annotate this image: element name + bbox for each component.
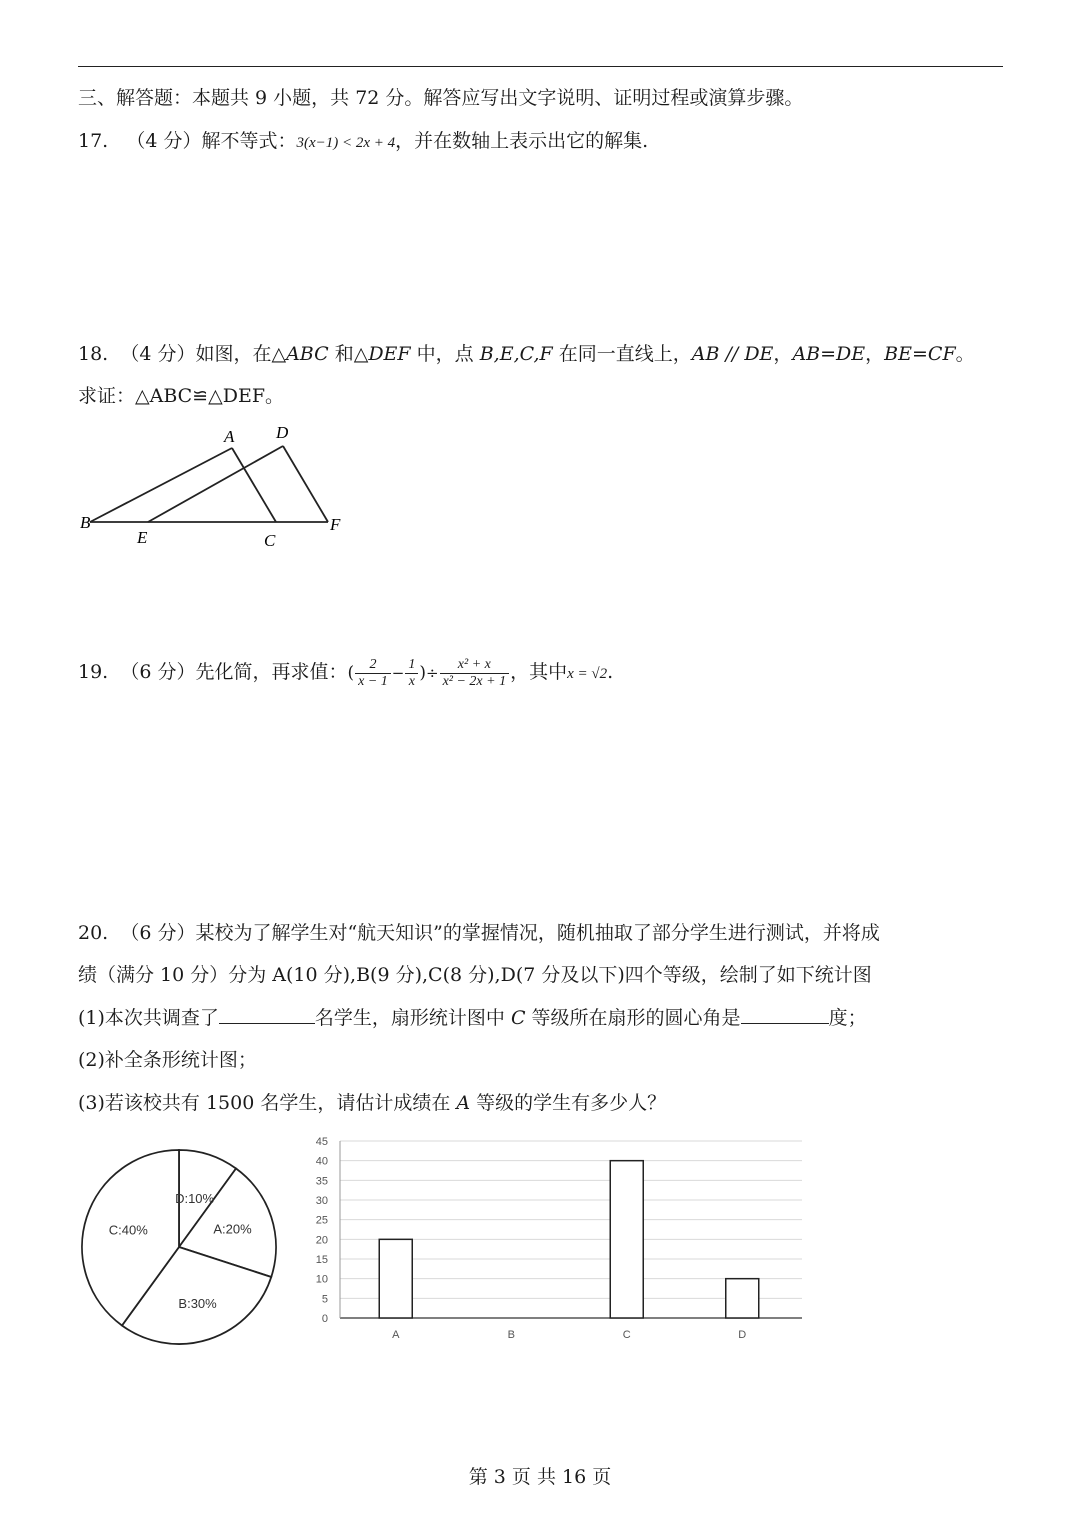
sub3-text-c: 等级的学生有多少人？ <box>470 1092 667 1114</box>
fraction-1-denominator: x − 1 <box>358 673 388 689</box>
answer-blank-students[interactable] <box>219 1005 315 1024</box>
bar-c <box>610 1161 643 1318</box>
sub3-text-b: A <box>456 1092 471 1114</box>
q17-number: 17. <box>78 130 109 152</box>
y-tick-0: 0 <box>321 1313 328 1325</box>
pie-label-c: C:40% <box>108 1222 148 1238</box>
q18-points: （4 分） <box>120 343 196 365</box>
triangle-figure <box>70 420 360 555</box>
x-tick-b: B <box>507 1329 515 1341</box>
q18-eq-1: AB=DE <box>792 343 866 365</box>
q19-where: ，其中 <box>510 661 568 683</box>
fraction-3-numerator: x² + x <box>440 657 510 674</box>
question-17 <box>78 127 648 157</box>
y-tick-10: 10 <box>315 1273 328 1286</box>
y-tick-20: 20 <box>315 1234 328 1247</box>
q17-inequality: 3(x−1) < 2x + 4 <box>296 135 396 151</box>
y-tick-30: 30 <box>315 1195 328 1207</box>
y-tick-15: 15 <box>315 1254 328 1266</box>
segment-df <box>283 446 328 522</box>
sub3-text-a: (3)若该校共有 1500 名学生，请估计成绩在 <box>78 1092 457 1114</box>
q17-prompt: 解不等式： <box>201 130 297 152</box>
label-d: D <box>276 423 289 442</box>
bar-a <box>379 1239 412 1318</box>
q18-comma-1: ， <box>773 343 793 365</box>
question-20-line-2: 绩（满分 10 分）分为 A(10 分),B(9 分),C(8 分),D(7 分及以下)四个等级，绘制了如下统计图 <box>78 964 872 986</box>
x-tick-a: A <box>392 1329 400 1341</box>
q20-points: （6 分） <box>120 922 196 944</box>
fraction-2-denominator: x <box>408 673 415 689</box>
divide-sign: ÷ <box>426 664 439 682</box>
pie-label-a: A:20% <box>213 1221 252 1237</box>
bar-chart <box>300 1130 820 1350</box>
fraction-2-numerator: 1 <box>405 657 418 674</box>
q20-number: 20. <box>78 922 109 944</box>
pie-label-d: D:10% <box>175 1191 215 1207</box>
question-19: 19. （6 分）先化简，再求值：( $\frac{2}{x - 1}$ − $\frac{1}{x}$ )÷ $\frac{\text{x² + x}}{\text{x² − 2x + 1}}$ ，其中x = √2. <box>78 656 614 689</box>
sub1-text-d: 等级所在扇形的圆心角是 <box>525 1007 741 1029</box>
sub1-text-b: 名学生，扇形统计图中 <box>314 1007 511 1029</box>
y-tick-35: 35 <box>315 1175 328 1188</box>
bar-d <box>726 1279 759 1318</box>
pie-chart <box>72 1140 287 1355</box>
minus-sign: − <box>391 664 405 682</box>
y-tick-5: 5 <box>321 1293 328 1306</box>
page-footer: 第 3 页 共 16 页 <box>468 1466 612 1488</box>
y-tick-45: 45 <box>315 1136 328 1148</box>
q20-subquestion-3 <box>78 1089 666 1117</box>
fraction-1 <box>355 657 391 690</box>
segment-ab <box>90 448 232 522</box>
q18-def: DEF <box>368 343 411 365</box>
q19-prompt: 先化简，再求值： <box>195 661 348 683</box>
q18-points-list: B,E,C,F <box>479 343 553 365</box>
label-a: A <box>224 427 235 446</box>
label-c: C <box>264 531 276 550</box>
q18-comma-2: ， <box>865 343 885 365</box>
q18-and: 和△ <box>328 343 369 365</box>
y-tick-25: 25 <box>315 1214 328 1227</box>
x-tick-c: C <box>622 1329 631 1341</box>
question-18 <box>78 340 975 368</box>
q20-subquestion-1 <box>78 1004 867 1032</box>
q18-prove: 求证：△ABC≌△DEF。 <box>78 385 285 407</box>
section-heading: 三、解答题：本题共 9 小题，共 72 分。解答应写出文字说明、证明过程或演算步骤。 <box>78 87 804 109</box>
q18-text-1: 如图，在△ <box>195 343 287 365</box>
q17-suffix: ，并在数轴上表示出它的解集. <box>395 130 649 152</box>
q19-period: . <box>607 661 614 683</box>
fraction-3 <box>440 657 510 690</box>
segment-ac <box>232 448 276 522</box>
fraction-2 <box>405 657 418 690</box>
q18-text-2: 中，点 <box>410 343 480 365</box>
q19-value: x = √2 <box>567 666 608 682</box>
question-20-line-1 <box>78 919 880 947</box>
q18-text-3: 在同一直线上， <box>552 343 692 365</box>
answer-blank-angle[interactable] <box>741 1005 829 1024</box>
y-tick-40: 40 <box>315 1155 328 1168</box>
label-f: F <box>330 515 341 534</box>
label-e: E <box>137 528 148 547</box>
q18-number: 18. <box>78 343 109 365</box>
sub1-text-c: C <box>510 1007 526 1029</box>
q20-subquestion-2: (2)补全条形统计图； <box>78 1049 257 1071</box>
x-tick-d: D <box>738 1329 747 1341</box>
sub1-text-e: 度； <box>828 1007 867 1029</box>
q17-points: （4 分） <box>126 130 202 152</box>
sub1-text-a: (1)本次共调查了 <box>78 1007 219 1029</box>
fraction-3-denominator: x² − 2x + 1 <box>442 673 507 689</box>
q18-parallel: AB // DE <box>691 343 774 365</box>
q18-eq-2: BE=CF <box>884 343 956 365</box>
q19-number: 19. <box>78 661 109 683</box>
q20-line-1-text: 某校为了解学生对“航天知识”的掌握情况，随机抽取了部分学生进行测试，并将成 <box>195 922 880 944</box>
pie-label-b: B:30% <box>178 1296 217 1312</box>
label-b: B <box>80 513 91 532</box>
q18-end: 。 <box>955 343 975 365</box>
q18-abc: ABC <box>286 343 329 365</box>
q19-points: （6 分） <box>120 661 196 683</box>
fraction-1-numerator: 2 <box>355 657 391 674</box>
top-rule <box>78 66 1003 67</box>
